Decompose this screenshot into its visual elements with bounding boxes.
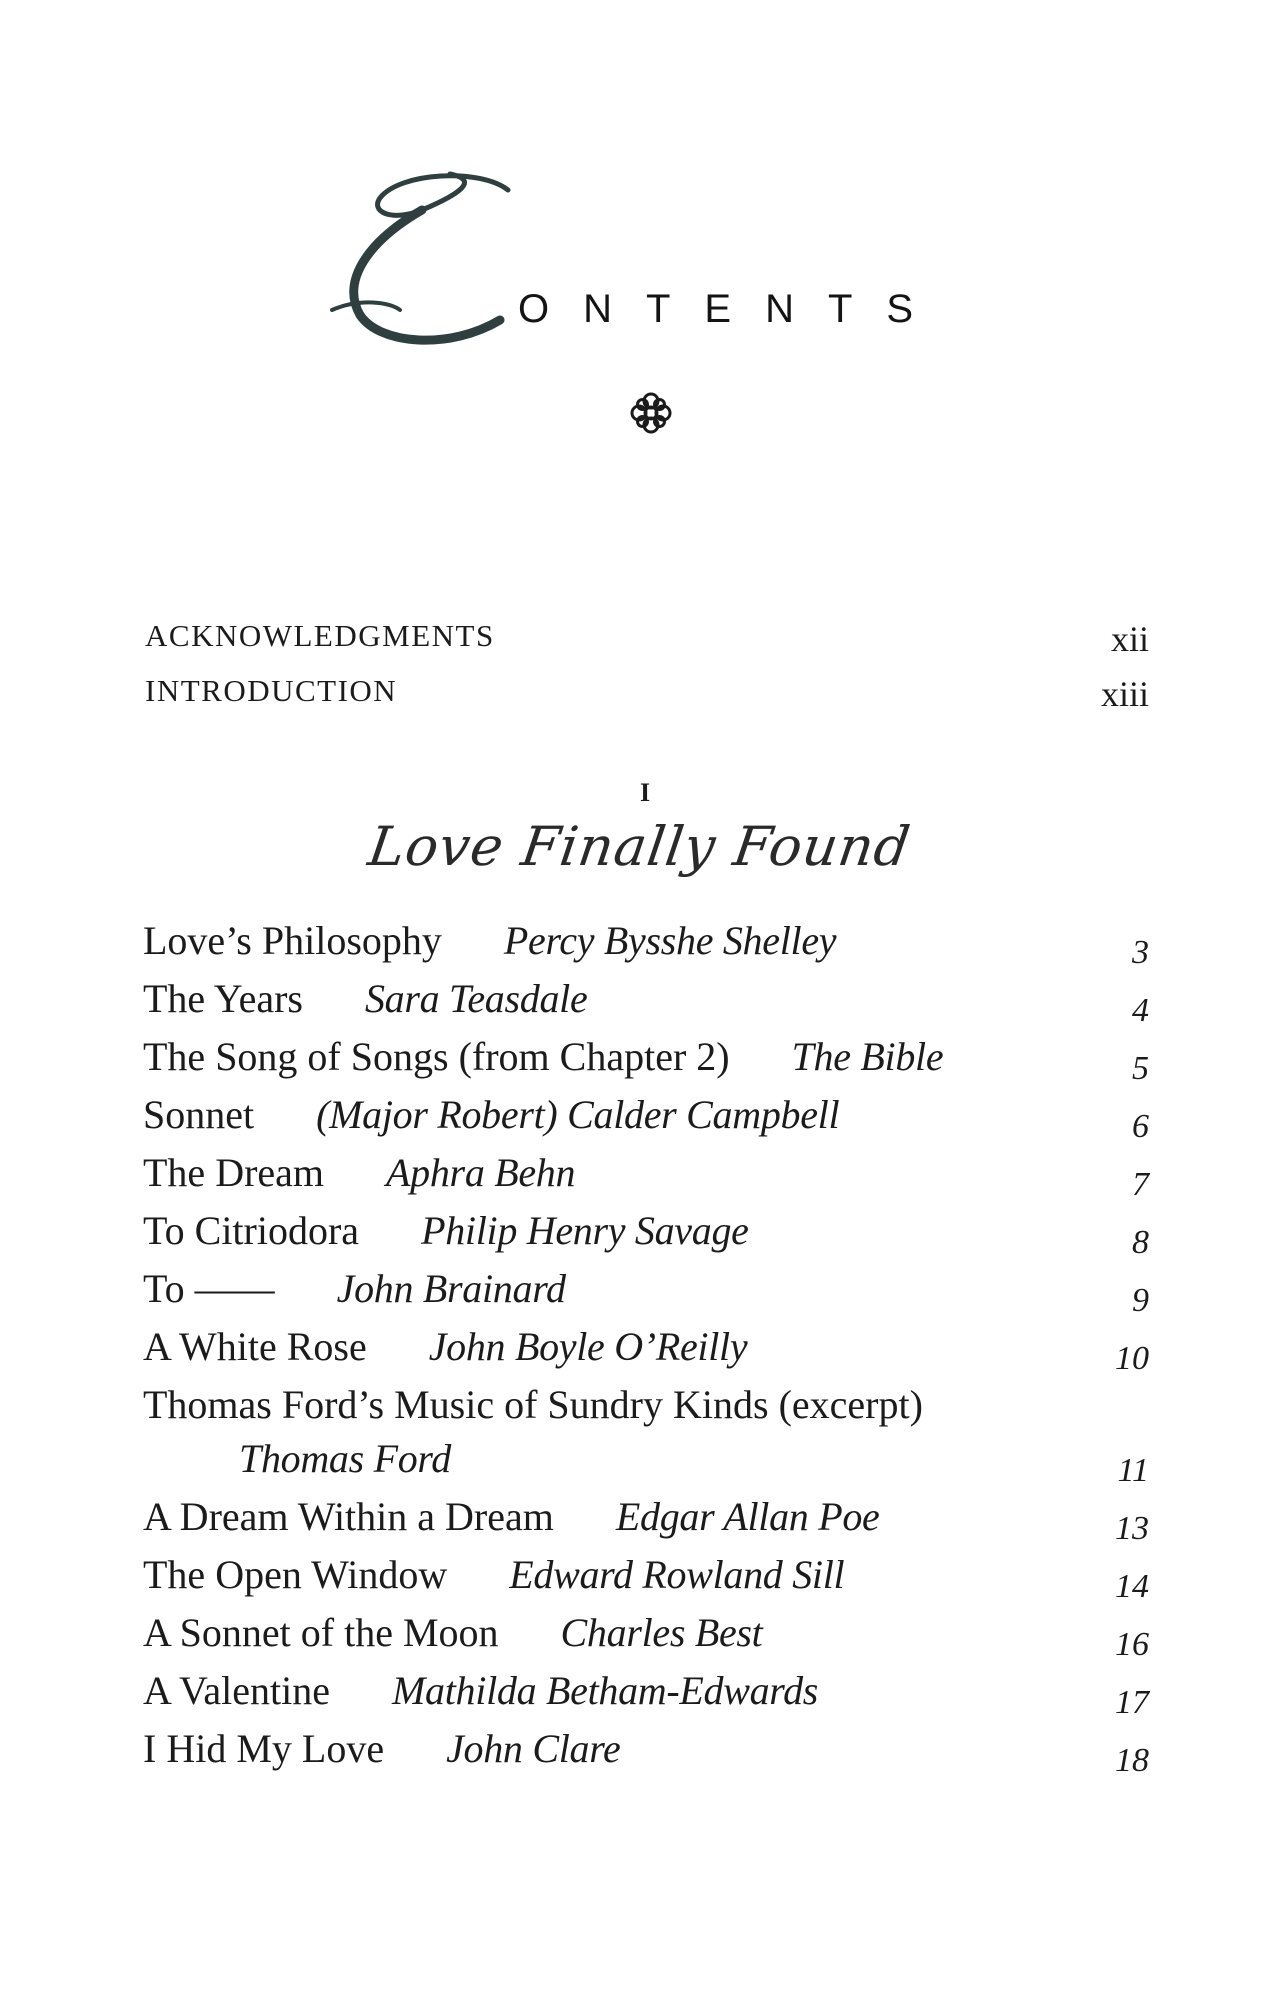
entry-page: 8 — [1132, 1224, 1149, 1261]
entry-title: A Valentine — [143, 1668, 331, 1713]
entry-author: Edward Rowland Sill — [509, 1552, 845, 1597]
contents-entry — [143, 1086, 1149, 1144]
contents-entry — [143, 1376, 1149, 1430]
rosette-ornament-icon — [628, 390, 674, 436]
entry-title: The Song of Songs (from Chapter 2) — [143, 1034, 730, 1079]
entry-title: The Years — [143, 976, 303, 1021]
section-title-text: Love Finally Found — [365, 815, 915, 878]
contents-entry — [143, 1028, 1149, 1086]
entry-author: John Brainard — [336, 1266, 566, 1311]
entry-title: To Citriodora — [143, 1208, 360, 1253]
entry-title: The Open Window — [143, 1552, 448, 1597]
entry-author: The Bible — [791, 1034, 944, 1079]
contents-entry — [143, 1604, 1149, 1662]
entry-page: 6 — [1132, 1108, 1149, 1145]
contents-header — [0, 0, 1280, 460]
entry-page: 16 — [1115, 1626, 1149, 1663]
entry-page: 13 — [1115, 1510, 1149, 1547]
entry-title: A Sonnet of the Moon — [143, 1610, 499, 1655]
entry-page: 5 — [1132, 1050, 1149, 1087]
entry-page: 9 — [1132, 1282, 1149, 1319]
contents-entry — [143, 1144, 1149, 1202]
section-number: I — [640, 778, 651, 807]
contents-title: ONTENTS — [518, 287, 948, 331]
entry-page: 3 — [1132, 934, 1149, 971]
entry-title: Love’s Philosophy — [143, 918, 442, 963]
entry-page: 18 — [1115, 1742, 1149, 1779]
entry-author: John Boyle O’Reilly — [428, 1324, 748, 1369]
front-matter-item — [145, 673, 1149, 728]
entry-title: A White Rose — [143, 1324, 367, 1369]
front-matter-list — [145, 618, 1149, 728]
entry-title: Sonnet — [143, 1092, 255, 1137]
contents-entry — [143, 912, 1149, 970]
entry-author: Charles Best — [560, 1610, 763, 1655]
entry-author: (Major Robert) Calder Campbell — [316, 1092, 840, 1137]
entry-title: Thomas Ford’s Music of Sundry Kinds (excerpt) — [143, 1382, 923, 1427]
front-matter-item — [145, 618, 1149, 673]
contents-entry — [143, 1318, 1149, 1376]
decorative-initial-c — [330, 170, 520, 350]
front-matter-label: INTRODUCTION — [145, 673, 398, 708]
entry-page: 4 — [1132, 992, 1149, 1029]
contents-entry — [143, 1260, 1149, 1318]
contents-entry — [143, 1202, 1149, 1260]
contents-entries — [143, 912, 1149, 1778]
front-matter-label: ACKNOWLEDGMENTS — [145, 618, 495, 653]
contents-entry — [143, 1662, 1149, 1720]
contents-entry — [143, 1546, 1149, 1604]
entry-title: A Dream Within a Dream — [143, 1494, 554, 1539]
contents-entry-continuation — [143, 1430, 1149, 1488]
front-matter-page: xii — [1110, 619, 1149, 659]
entry-author: John Clare — [446, 1726, 621, 1771]
contents-entry — [143, 1488, 1149, 1546]
entry-page: 7 — [1132, 1166, 1149, 1203]
contents-entry — [143, 1720, 1149, 1778]
entry-page: 11 — [1117, 1452, 1149, 1489]
entry-author: Edgar Allan Poe — [615, 1494, 880, 1539]
entry-page: 14 — [1115, 1568, 1149, 1605]
entry-title: To —— — [143, 1266, 275, 1311]
contents-entry — [143, 970, 1149, 1028]
front-matter-page: xiii — [1100, 674, 1149, 714]
entry-author: Aphra Behn — [386, 1150, 576, 1195]
entry-author: Thomas Ford — [239, 1436, 451, 1481]
entry-page: 10 — [1115, 1340, 1149, 1377]
entry-title: The Dream — [143, 1150, 325, 1195]
entry-page: 17 — [1115, 1684, 1149, 1721]
entry-title: I Hid My Love — [143, 1726, 385, 1771]
section-title — [0, 815, 1280, 878]
entry-author: Percy Bysshe Shelley — [503, 918, 837, 963]
entry-author: Sara Teasdale — [364, 976, 588, 1021]
entry-author: Philip Henry Savage — [421, 1208, 749, 1253]
entry-author: Mathilda Betham-Edwards — [392, 1668, 819, 1713]
